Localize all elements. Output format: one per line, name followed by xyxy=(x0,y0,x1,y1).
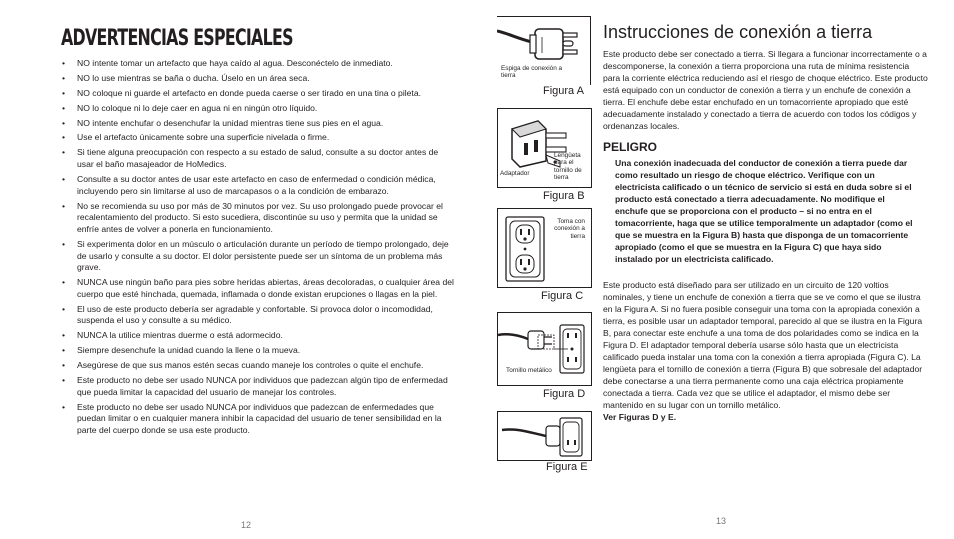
warning-item: • Use el artefacto únicamente sobre una superficie nivelada o firme. xyxy=(62,132,457,144)
figure-c-label: Figura C xyxy=(541,290,584,302)
warning-item: • NUNCA la utilice mientras duerme o está adormecido. xyxy=(62,330,457,342)
warning-item: • NO coloque ni guarde el artefacto en donde pueda caerse o ser tirado en una tina o pileta. xyxy=(62,88,457,100)
warning-item: • Si experimenta dolor en un músculo o articulación durante un período de tiempo prolongado, deje de usarlo y consulte a su doctor. El dolor persistente puede ser un síntoma de un problema más grave. xyxy=(62,239,457,274)
body-text: Este producto está diseñado para ser utilizado en un circuito de 120 voltios nominales, y tiene un enchufe de conexión a tierra que se ve como el que se ilustra en la Figura A. Si no fuera posible conseguir una toma con la apropiada conexión a tierra, es posible usar un adaptador temporal, parecido al que se ilustra en la Figura B, para conectar este enchufe a una toma de dos polaridades como se indica en la Figura D. El adaptador temporal debería usarse sólo hasta que un electricista calificado pueda instalar una toma con la conexión a tierra apropiada (Figura C). La lengüeta para el tornillo de conexión a tierra (Figura B) que sobresale del adaptador debe conectarse a una tierra permanente como una caja eléctrica propiamente conectada a tierra. Cada vez que se utilice el adaptador, el mismo debe ser mantenido en su lugar con un tornillo metálico. xyxy=(603,280,923,410)
figure-b-caption-right: Lengüeta para el tornillo de tierra xyxy=(554,152,582,182)
warnings-list xyxy=(62,58,457,440)
figure-a-label: Figura A xyxy=(543,85,584,97)
see-figures-note: Ver Figuras D y E. xyxy=(603,412,677,422)
warning-item: • No se recomienda su uso por más de 30 minutos por vez. Su uso prolongado puede provocar el recalentamiento del producto. Si esto sucediera, discontinúe su uso y permita que la unidad se enfríe antes de volver a ponerla en funcionamiento. xyxy=(62,201,457,236)
warning-item: • NO intente enchufar o desenchufar la unidad mientras tiene sus pies en el agua. xyxy=(62,118,457,130)
page-number-right: 13 xyxy=(716,516,727,526)
warning-item: • Asegúrese de que sus manos estén secas cuando maneje los controles o quite el enchufe. xyxy=(62,360,457,372)
warning-item: • NO lo use mientras se baña o ducha. Úselo en un área seca. xyxy=(62,73,457,85)
figure-a-caption: Espiga de conexión a tierra xyxy=(501,65,563,80)
page-number-left: 12 xyxy=(241,520,252,530)
warning-item: • NO lo coloque ni lo deje caer en agua ni en ningún otro líquido. xyxy=(62,103,457,115)
section-title: Instrucciones de conexión a tierra xyxy=(603,22,873,42)
body-paragraph xyxy=(603,279,923,423)
warning-item: • NO intente tomar un artefacto que haya caído al agua. Desconéctelo de inmediato. xyxy=(62,58,457,70)
warning-item: • Consulte a su doctor antes de usar este artefacto en caso de enfermedad o condición médica, incluyendo pero sin limitarse al uso de marcapasos o a la condición de embarazo. xyxy=(62,174,457,197)
figure-d-frame xyxy=(497,312,592,386)
warning-item: • Siempre desenchufe la unidad cuando la llene o la mueva. xyxy=(62,345,457,357)
figure-e-frame xyxy=(497,411,592,461)
warning-item: • NUNCA use ningún baño para pies sobre heridas abiertas, áreas decoloradas, o cualquier área del cuerpo que esté hinchada, quemada, inflamada o donde existan erupciones o llagas en la piel. xyxy=(62,277,457,300)
warning-item: • Este producto no debe ser usado NUNCA por individuos que padezcan de enfermedades que puedan limitar o en cualquier manera inhibir la capacidad del usuario de tener sensibilidad en la parte del cuerpo donde se usa este producto. xyxy=(62,402,457,437)
danger-paragraph: Una conexión inadecuada del conductor de conexión a tierra puede dar como resultado un riesgo de choque eléctrico. Verifique con un electricista calificado o un técnico de servicio si está en duda sobre si el producto está conectado a tierra adecuadamente. No modifique el enchufe que se proporciona con el producto – si no entra en el tomacorriente, haga que se utilice temporalmente un adaptador (como el que se muestra en la Figura B) hasta que disponga de un tomacorriente apropiado (como el que se muestra en la Figura C) que haya sido instalado por un electricista calificado. xyxy=(615,158,913,264)
plug-in-adapter-illustration xyxy=(498,412,591,460)
figure-c-caption: Toma con conexión a tierra xyxy=(554,218,585,240)
intro-paragraph: Este producto debe ser conectado a tierra. Si llegara a funcionar incorrectamente o a descomponerse, la conexión a tierra proporciona una ruta de mínima resistencia para la corriente eléctrica reduciendo así el riesgo de choque eléctrico. Este producto está equipado con un conductor de conexión a tierra y un enchufe de conexión a tierra. El enchufe debe estar enchufado en un tomacorriente apropiado que esté adecuadamente instalado y conectado a tierra de acuerdo con todos los códigos y ordenanzas locales. xyxy=(603,49,928,131)
figure-b-label: Figura B xyxy=(543,190,585,202)
warning-item: • Si tiene alguna preocupación con respecto a su estado de salud, consulte a su doctor antes de usar el baño masajeador de HoMedics. xyxy=(62,147,457,170)
figure-b-caption-left: Adaptador xyxy=(500,170,530,177)
page-title: ADVERTENCIAS ESPECIALES xyxy=(61,26,293,51)
figure-d-caption: Tornillo metálico xyxy=(506,367,552,374)
warning-item: • El uso de este producto debería ser agradable y confortable. Si provoca dolor o incomodidad, suspenda el uso y consulte a su médico. xyxy=(62,304,457,327)
warning-item: • Este producto no debe ser usado NUNCA por individuos que padezcan algún tipo de enfermedad que pueda limitar la capacidad del usuario de manejar los controles. xyxy=(62,375,457,398)
danger-heading: PELIGRO xyxy=(603,140,658,154)
figure-e-label: Figura E xyxy=(546,461,588,473)
figure-d-label: Figura D xyxy=(543,388,586,400)
